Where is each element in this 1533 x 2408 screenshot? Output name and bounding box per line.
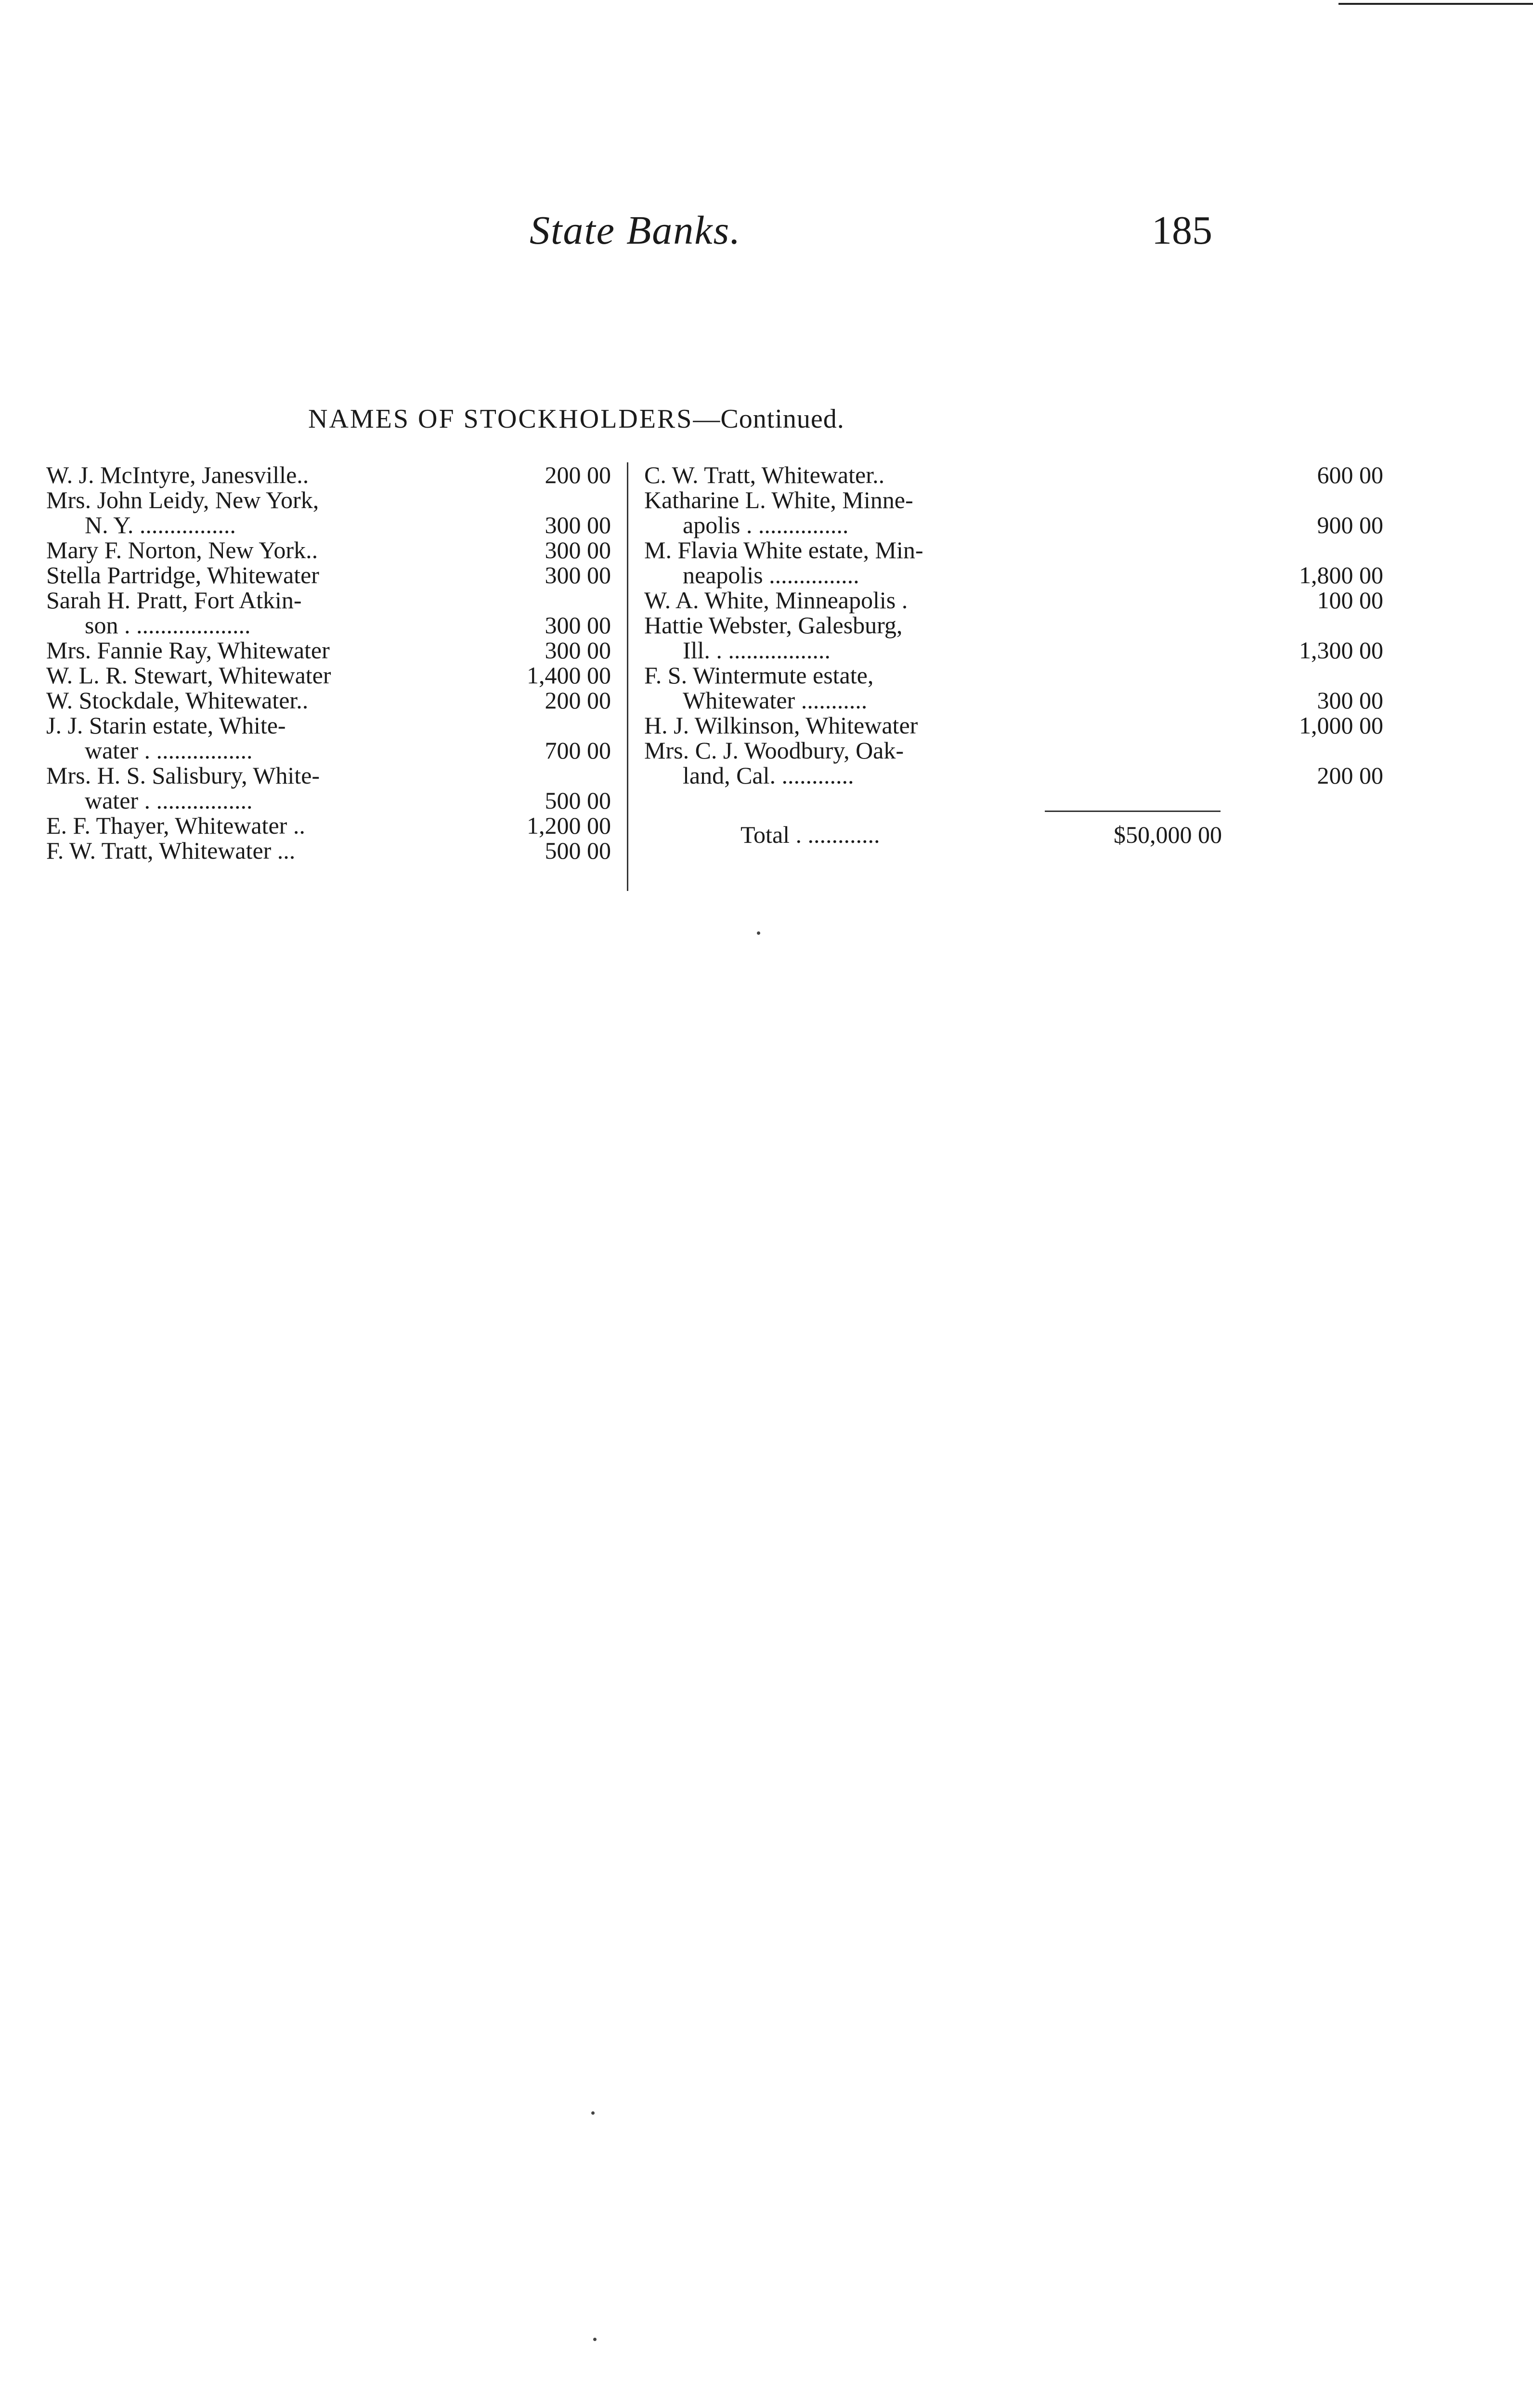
stockholder-entry xyxy=(644,461,1383,488)
entry-line xyxy=(644,587,1383,614)
entry-line xyxy=(46,487,624,512)
entry-line xyxy=(46,613,624,638)
share-amount: 100 00 xyxy=(1317,587,1383,614)
stockholder-name: C. W. Tratt, Whitewater.. xyxy=(644,461,885,488)
entry-line xyxy=(46,813,624,838)
entry-line xyxy=(46,537,624,563)
running-head xyxy=(530,207,1252,265)
stockholder-name: Mrs. H. S. Salisbury, White- xyxy=(46,762,320,789)
print-speck xyxy=(757,931,760,935)
stockholder-entry xyxy=(46,838,624,863)
print-speck xyxy=(593,2338,597,2341)
stockholder-name: Whitewater ........... xyxy=(683,687,868,714)
share-amount: 700 00 xyxy=(545,737,611,764)
share-amount: 500 00 xyxy=(545,787,611,814)
stockholder-entry xyxy=(46,663,624,688)
share-amount: 200 00 xyxy=(1317,762,1383,789)
stockholder-entry xyxy=(46,813,624,838)
stockholder-entry xyxy=(644,537,1383,589)
stockholder-name: Ill. . ................. xyxy=(683,637,831,664)
share-amount: 500 00 xyxy=(545,837,611,864)
entry-line xyxy=(644,637,1383,664)
stockholder-name: neapolis ............... xyxy=(683,562,859,589)
stockholder-name: M. Flavia White estate, Min- xyxy=(644,537,923,563)
page-number: 185 xyxy=(1152,208,1212,253)
section-heading-continued: —Continued. xyxy=(693,404,844,434)
stockholder-entry xyxy=(46,638,624,663)
entry-line xyxy=(644,712,1383,739)
entry-line xyxy=(644,511,1383,538)
stockholder-name: water . ................ xyxy=(85,787,253,814)
stockholder-name: land, Cal. ............ xyxy=(683,762,854,789)
stockholder-entry xyxy=(644,712,1383,739)
section-heading xyxy=(308,404,844,434)
entry-line xyxy=(46,512,624,537)
top-edge-rule xyxy=(1338,3,1533,5)
total-rule xyxy=(1045,811,1221,812)
entry-line xyxy=(644,687,1383,714)
entry-line xyxy=(644,537,1222,563)
entry-line xyxy=(644,613,1222,638)
stockholder-name: Hattie Webster, Galesburg, xyxy=(644,612,903,639)
stockholder-name: son . ................... xyxy=(85,612,251,639)
share-amount: 200 00 xyxy=(545,687,611,714)
stockholder-entry xyxy=(644,612,1383,664)
stockholder-name: Sarah H. Pratt, Fort Atkin- xyxy=(46,587,302,614)
stockholder-name: water . ................ xyxy=(85,737,253,764)
stockholder-entry xyxy=(644,662,1383,714)
stockholder-entry xyxy=(644,737,1383,789)
stockholder-entry xyxy=(46,688,624,713)
stockholder-name: F. W. Tratt, Whitewater ... xyxy=(46,837,296,864)
entry-line xyxy=(46,763,624,788)
entry-line xyxy=(644,487,1222,512)
stockholder-entry xyxy=(46,713,624,763)
share-amount: 300 00 xyxy=(545,562,611,589)
section-heading-text: NAMES OF STOCKHOLDERS xyxy=(308,404,693,434)
share-amount: 1,200 00 xyxy=(527,812,611,839)
entry-line xyxy=(46,688,624,713)
stockholder-name: N. Y. ................ xyxy=(85,511,236,538)
entry-line xyxy=(46,588,624,613)
share-amount: 300 00 xyxy=(545,511,611,538)
stockholder-name: Mary F. Norton, New York.. xyxy=(46,537,318,563)
share-amount: 300 00 xyxy=(545,537,611,563)
total-amount: $50,000 00 xyxy=(1114,821,1222,848)
share-amount: 1,800 00 xyxy=(1299,562,1383,589)
stockholder-name: F. S. Wintermute estate, xyxy=(644,662,874,689)
share-amount: 300 00 xyxy=(1317,687,1383,714)
entry-line xyxy=(46,838,624,863)
stockholder-entry xyxy=(644,587,1383,614)
entry-line xyxy=(46,738,624,763)
entry-line xyxy=(46,788,624,813)
stockholder-name: Mrs. Fannie Ray, Whitewater xyxy=(46,637,330,664)
stockholder-entry xyxy=(46,563,624,588)
entry-line xyxy=(644,562,1383,589)
stockholder-entry xyxy=(46,588,624,638)
share-amount: 200 00 xyxy=(545,461,611,488)
stockholders-left-column xyxy=(46,462,624,863)
share-amount: 900 00 xyxy=(1317,511,1383,538)
stockholder-entry xyxy=(46,763,624,813)
entry-line xyxy=(46,563,624,588)
stockholder-name: W. L. R. Stewart, Whitewater xyxy=(46,662,331,689)
stockholder-name: apolis . ............... xyxy=(683,511,849,538)
stockholder-name: W. J. McIntyre, Janesville.. xyxy=(46,461,309,488)
stockholders-right-column xyxy=(644,461,1383,789)
share-amount: 600 00 xyxy=(1317,461,1383,488)
entry-line xyxy=(46,638,624,663)
total-label: Total . ............ xyxy=(741,821,880,848)
entry-line xyxy=(644,663,1222,688)
entry-line xyxy=(46,462,624,487)
share-amount: 300 00 xyxy=(545,637,611,664)
stockholder-name: W. Stockdale, Whitewater.. xyxy=(46,687,309,714)
share-amount: 1,300 00 xyxy=(1299,637,1383,664)
stockholder-entry xyxy=(46,462,624,487)
entry-line xyxy=(46,713,624,738)
stockholder-name: W. A. White, Minneapolis . xyxy=(644,587,908,614)
stockholder-entry xyxy=(46,487,624,537)
stockholder-entry xyxy=(46,537,624,563)
stockholder-name: Mrs. John Leidy, New York, xyxy=(46,486,319,513)
stockholder-name: H. J. Wilkinson, Whitewater xyxy=(644,712,918,739)
stockholder-name: J. J. Starin estate, White- xyxy=(46,712,286,739)
entry-line xyxy=(644,762,1383,789)
running-title: State Banks. xyxy=(530,208,741,253)
print-speck xyxy=(591,2111,595,2115)
entry-line xyxy=(46,663,624,688)
entry-line xyxy=(644,738,1222,763)
stockholder-name: E. F. Thayer, Whitewater .. xyxy=(46,812,305,839)
entry-line xyxy=(644,461,1383,488)
stockholder-name: Stella Partridge, Whitewater xyxy=(46,562,319,589)
stockholder-name: Katharine L. White, Minne- xyxy=(644,486,913,513)
share-amount: 300 00 xyxy=(545,612,611,639)
column-divider xyxy=(627,462,628,891)
share-amount: 1,400 00 xyxy=(527,662,611,689)
share-amount: 1,000 00 xyxy=(1299,712,1383,739)
stockholder-name: Mrs. C. J. Woodbury, Oak- xyxy=(644,737,904,764)
stockholder-entry xyxy=(644,486,1383,538)
